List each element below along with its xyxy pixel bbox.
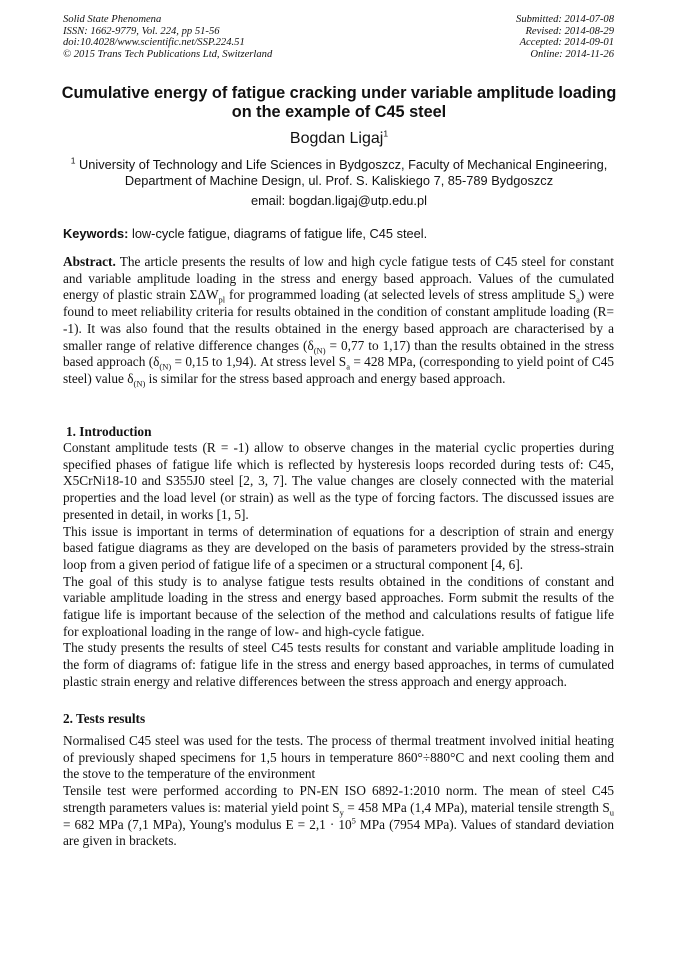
text-sub: a (346, 361, 350, 372)
text-sub: (N) (313, 345, 326, 356)
affiliation-line: Department of Machine Design, ul. Prof. S. Kaliskiego 7, 85-789 Bydgoszcz (124, 173, 554, 188)
section-heading-introduction: 1. Introduction (66, 424, 152, 439)
revised-date: Revised: 2014-08-29 (525, 25, 614, 37)
author-email: email: bogdan.ligaj@utp.edu.pl (251, 193, 427, 208)
text-sub: a (576, 295, 580, 306)
text-run: This issue is important in terms of determination of equations for a description of strain and energy based fatigue diagrams as they are developed on the basis of parameters provided by the stress-strain loop from a given period of fatigue life of a specimen or a structural component [4, 6]. (63, 523, 614, 572)
text-b: Abstract. (63, 254, 116, 269)
text-sub: y (339, 807, 344, 818)
text-run: Constant amplitude tests (R = -1) allow to observe changes in the material cyclic properties during specified phases of fatigue life which is reflected by hysteresis loops recorded during tests of: C45, X5CrNi18-10 and S355J0 steel [2, 3, 7]. The value changes are closely connected with the material properties and the load level (or strain) as well as the type of forcing factors. The discussed issues are presented in detail, in works [1, 5]. (63, 440, 614, 522)
paragraph (63, 524, 614, 574)
dates-info (516, 14, 614, 60)
author (0, 130, 678, 148)
paragraph (63, 783, 614, 850)
text-run: MPa (7954 MPa). Values of standard deviation are given in brackets. (63, 816, 614, 849)
text-sub: (N) (159, 361, 172, 372)
text-run: The article presents the results of low and high cycle fatigue tests of C45 steel for constant and variable amplitude loading in the stress and energy based approach. Values of the cumulated energy of plastic strain ΣΔW (63, 254, 614, 303)
text-run: The goal of this study is to analyse fatigue tests results obtained in the conditions of constant and variable amplitude loading in the stress and energy based approaches. Form submit the results of the fatigue life is important because of the selection of the method and calculations results of fatigue life for exploational loading in the range of low- and high-cycle fatigue. (63, 573, 614, 639)
online-date: Online: 2014-11-26 (530, 48, 614, 60)
paragraph (63, 640, 614, 690)
text-run: Normalised C45 steel was used for the tests. The process of thermal treatment involved initial heating of previously shaped specimens for 1,5 hours in temperature 860°÷880°C and next cooling them and the stove to the temperature of the environment (63, 733, 614, 782)
author-name: Bogdan Ligaj (289, 130, 384, 147)
text-run: for programmed loading (at selected levels of stress amplitude S (225, 287, 577, 303)
doi: doi:10.4028/www.scientific.net/SSP.224.51 (63, 37, 245, 49)
text-run: = 428 MPa, (corresponding to yield point of C45 steel) value δ (63, 354, 614, 386)
introduction-body (63, 440, 614, 691)
affiliation-line: University of Technology and Life Sciences in Bydgoszcz, Faculty of Mechanical Engineering, (79, 157, 608, 172)
paper-title (40, 84, 638, 122)
paragraph (63, 574, 614, 641)
text-sub: pl (218, 295, 226, 306)
paragraph (63, 733, 614, 783)
keywords (63, 226, 427, 241)
copyright: © 2015 Trans Tech Publications Ltd, Switzerland (63, 48, 273, 60)
text-run: = 458 MPa (1,4 MPa), material tensile strength S (343, 799, 610, 815)
text-run: is similar for the stress based approach and energy based approach. (145, 370, 506, 386)
author-affiliation-mark: 1 (383, 128, 389, 139)
title-line: on the example of C45 steel (231, 103, 447, 121)
text-sub: (N) (133, 378, 146, 389)
text-sup: 5 (351, 815, 356, 826)
keywords-label: Keywords: (63, 226, 129, 241)
section-heading-tests-results: 2. Tests results (63, 711, 146, 726)
title-line: Cumulative energy of fatigue cracking under variable amplitude loading (61, 84, 617, 102)
text-run: = 682 MPa (7,1 MPa), Young's modulus E = 2,1 · 10 (63, 816, 352, 832)
text-run: ) were found to meet reliability criteria for results obtained in the condition of constant amplitude loading (R= -1). It was also found that the results obtained in the energy based approach are characterised by a smaller range of relative difference changes (δ (63, 287, 614, 353)
affiliation-mark: 1 (70, 155, 76, 166)
text-run: = 0,77 to 1,17) than the results obtained in the stress based approach (δ (63, 337, 615, 370)
keywords-text: low-cycle fatigue, diagrams of fatigue life, C45 steel. (128, 226, 428, 241)
paragraph (63, 440, 614, 524)
tests-results-body (63, 733, 614, 850)
journal-name: Solid State Phenomena (63, 14, 162, 25)
text-run: = 0,15 to 1,94). At stress level S (171, 354, 347, 370)
accepted-date: Accepted: 2014-09-01 (519, 37, 614, 49)
affiliation (40, 157, 638, 189)
text-run: The study presents the results of steel C45 tests results for constant and variable amplitude loading in the form of diagrams of: fatigue life in the stress and energy based approaches, in terms of cumulated plastic strain energy and relative differences between the stress approach and energy approach. (63, 640, 614, 689)
text-run: Tensile test were performed according to PN-EN ISO 6892-1:2010 norm. The mean of steel C45 strength parameters values is: material yield point S (63, 783, 614, 815)
paragraph (63, 254, 614, 388)
journal-info (63, 14, 272, 60)
abstract (63, 254, 614, 388)
text-sub: u (609, 807, 614, 818)
issn: ISSN: 1662-9779, Vol. 224, pp 51-56 (63, 25, 220, 37)
submitted-date: Submitted: 2014-07-08 (516, 14, 614, 25)
